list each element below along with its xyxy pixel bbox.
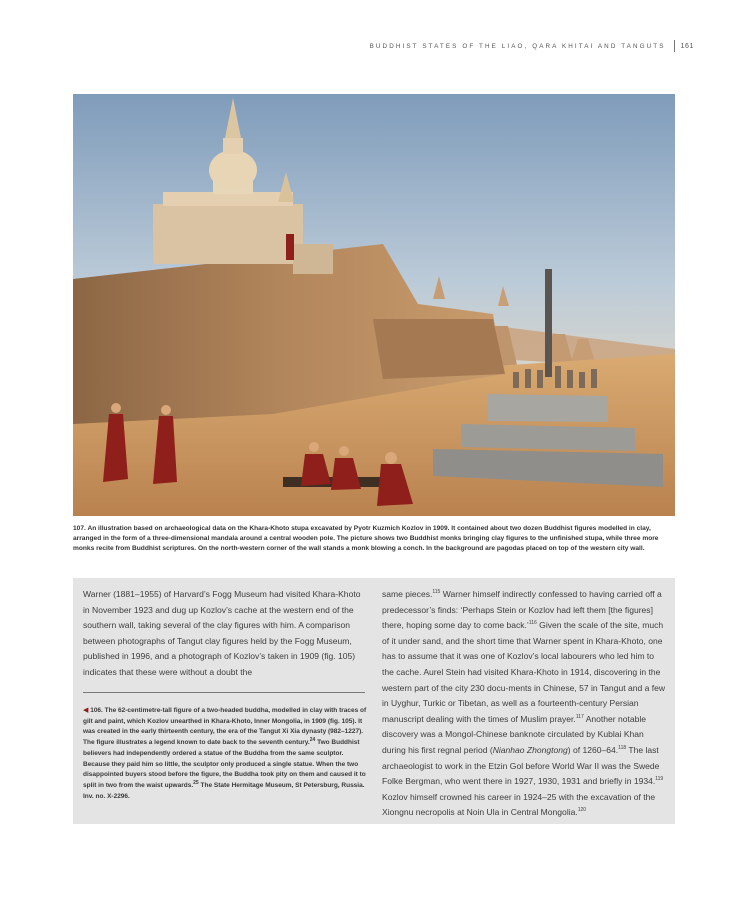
right-text-7: Kozlov himself crowned his career in 1924–25 with the excavation of the Xiongnu necropolis at Noin Ula in Central Mongolia. [382,791,656,818]
page-number: 161 [680,42,694,50]
stupa-scene [73,94,675,516]
running-title: BUDDHIST STATES OF THE LIAO, QARA KHITAI AND TANGUTS [369,42,666,50]
right-text-3: Given the scale of the site, much of it under sand, and the short time that Warner spent in Khara-Khoto, one has to assume that it was one of Kozlov’s local labourers who led him to the cache. Aurel Stein had visited Khara-Khoto in 1914, discovering in the western part of the city 230 docu-ments in Chinese, 57 in Tangut and a few in Uyghur, Turkic or Tibetan, as well as a fourteenth-century Persian manuscript dealing with the times of Muslim prayer. [382,620,666,724]
footnote-115: 115 [432,589,441,596]
right-text-italic: Nianhao Zhongtong [492,744,568,755]
figure-106-credit: The State Hermitage Museum, St Petersburg, Russia. Inv. no. X-2296. [83,781,365,800]
figure-106-text-a: The 62-centimetre-tall figure of a two-headed buddha, modelled in clay with traces of gilt and paint, which Kozlov unearthed in Khara-Khoto, Inner Mongolia, in 1909 (fig. 105). It was created in the early thirteenth century, the era of the Tangut Xi Xia dynasty (982–1227). The figure illustrates a legend known to date back to the seventh century. [83,707,367,747]
figure-106-caption [83,706,367,802]
arrow-left-icon: ◀ [83,707,89,714]
column-divider [83,692,365,693]
left-column [83,587,365,681]
right-text-4: Another notable discovery was a Mongol-Chinese banknote circulated by Kublai Khan during his first regnal period ( [382,713,647,755]
footnote-117: 117 [575,713,584,720]
figure-107-number: 107. [73,525,86,532]
footnote-120: 120 [577,807,587,814]
footnote-25: 25 [193,779,199,786]
figure-107-text: An illustration based on archaeological data on the Khara-Khoto stupa excavated by Pyotr Kuzmich Kozlov in 1909. It contained about two dozen Buddhist figures modelled in clay, arranged in the form of a three-dimensional mandala around a central wooden pole. The picture shows two Buddhist monks bringing clay figures to the unfinished stupa, while three more monks recite from Buddhist scriptures. On the north-western corner of the wall stands a monk blowing a conch. In the background are pagodas placed on top of the western city wall. [73,525,659,553]
stupa-illustration [73,94,675,516]
right-text-1: same pieces. [382,589,433,599]
figure-106-number: 106. [90,707,103,714]
footnote-119: 119 [655,776,664,783]
right-column-text [382,587,668,821]
footnote-118: 118 [618,745,627,752]
figure-107-caption [73,524,677,555]
right-text-6: The last archaeologist to work in the Etzin Gol before World War II was the Swede Folke Bergman, who went there in 1927, 1930, 1931 and briefly in 1934. [382,744,660,787]
left-column-text: Warner (1881–1955) of Harvard’s Fogg Museum had visited Khara-Khoto in November 1923 and dug up Kozlov’s cache at the western end of the southern wall, taking several of the clay figures with him. A comparison between photographs of Tangut clay figures held by the Fogg Museum, published in 1996, and a photograph of Kozlov’s taken in 1909 (fig. 105) indicates that these were without a doubt the [83,589,361,677]
right-text-2: Warner himself indirectly confessed to having carried off a predecessor’s finds: ‘Perhaps Stein or Kozlov had left them [the figures] there, hoping some day to come back.’ [382,589,662,631]
figure-106-text-b: Two Buddhist believers had independently ordered a statue of the Buddha from the same sculptor. Because they paid him so little, the sculptor only produced a single statue. When the two disappointed buyers stood before the figure, the Buddha took pity on them and caused it to split in two from the waist upwards. [83,739,366,789]
footnote-24: 24 [309,736,316,743]
footnote-116: 116 [528,620,537,627]
right-text-5: ) of 1260–64. [567,744,619,755]
right-column [382,587,668,821]
running-head [370,40,694,52]
header-divider [674,40,675,52]
